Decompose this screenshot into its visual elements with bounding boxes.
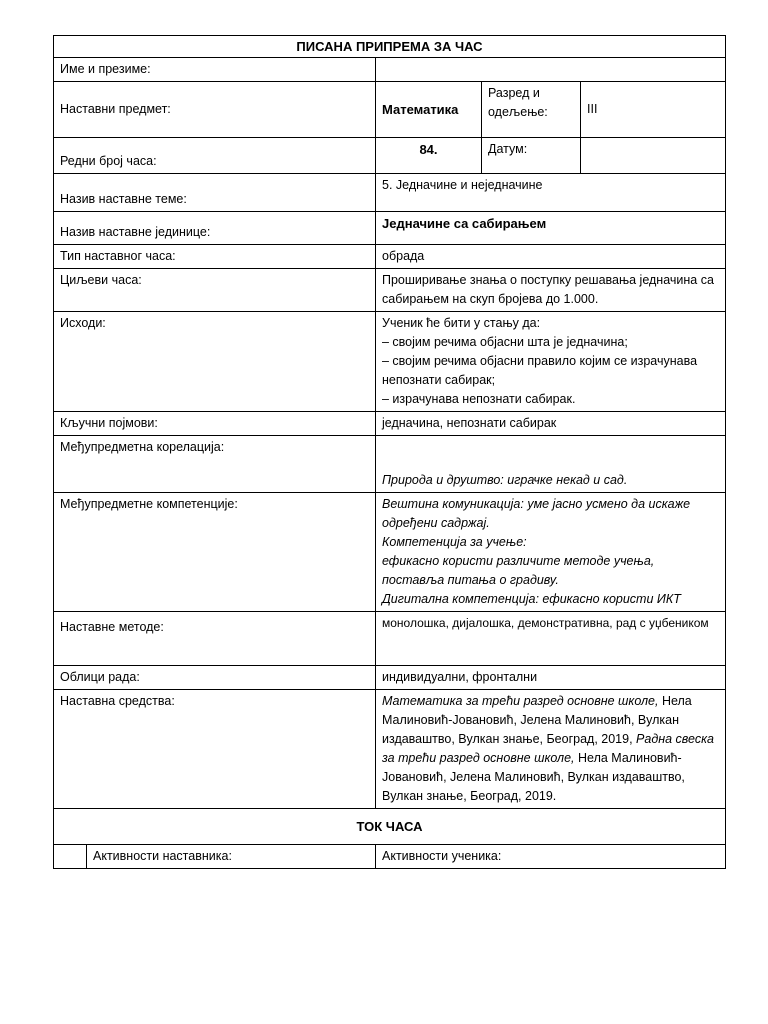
goals-value: Проширивање знања о поступку решавања једначина са сабирањем на скуп бројева до 1.000.	[376, 269, 726, 312]
outcomes-row	[54, 312, 726, 412]
type-label: Тип наставног часа:	[54, 245, 376, 269]
date-label: Датум:	[482, 138, 581, 174]
correlation-value: Природа и друштво: играчке некад и сад.	[376, 436, 726, 493]
resources-label: Наставна средства:	[54, 690, 376, 809]
teacher-activities-header: Активности наставника:	[87, 845, 376, 869]
competences-label: Међупредметне компетенције:	[54, 493, 376, 612]
name-value[interactable]	[376, 58, 726, 82]
competences-row	[54, 493, 726, 612]
topic-label: Назив наставне теме:	[54, 174, 376, 212]
key-terms-label: Кључни појмови:	[54, 412, 376, 436]
date-value[interactable]	[581, 138, 726, 174]
lesson-plan-table	[53, 35, 726, 869]
subject-row	[54, 82, 726, 138]
type-row	[54, 245, 726, 269]
competence-line: Вештина комуникација: уме јасно усмено да искаже одређени садржај.	[382, 497, 691, 530]
resources-value	[376, 690, 726, 809]
competence-line: ефикасно користи различите методе учења, поставља питања о градиву.	[382, 554, 655, 587]
grade-value: III	[581, 82, 726, 138]
topic-value: 5. Једначине и неједначине	[376, 174, 726, 212]
key-terms-value: једначина, непознати сабирак	[376, 412, 726, 436]
resource-book-details: Нела Малиновић-Јовановић, Јелена Малиновић, Вулкан издаваштво, Вулкан знање, Београд, 2019.	[382, 751, 685, 803]
lesson-number-label: Редни број часа:	[54, 138, 376, 174]
name-label: Име и презиме:	[54, 58, 376, 82]
topic-row	[54, 174, 726, 212]
goals-row	[54, 269, 726, 312]
student-activities-header: Активности ученика:	[376, 845, 726, 869]
methods-row	[54, 612, 726, 666]
outcomes-value	[376, 312, 726, 412]
lesson-number-value: 84.	[376, 138, 482, 174]
subject-label: Наставни предмет:	[54, 82, 376, 138]
key-terms-row	[54, 412, 726, 436]
outcome-line: – својим речима објасни правило којим се израчунава непознати сабирак;	[382, 354, 698, 387]
type-value: обрада	[376, 245, 726, 269]
title-row	[54, 36, 726, 58]
resource-book-title: Радна свеска за трећи разред основне школе,	[382, 732, 714, 765]
forms-label: Облици рада:	[54, 666, 376, 690]
forms-value: индивидуални, фронтални	[376, 666, 726, 690]
resource-book-details: Нела Малиновић-Јовановић, Јелена Малиновић, Вулкан издаваштво, Вулкан знање, Београд, 2019,	[382, 694, 692, 746]
competence-line: Дигитална компетенција: ефикасно користи ИКТ	[382, 592, 681, 606]
flow-title: ТОК ЧАСА	[54, 809, 726, 845]
unit-row	[54, 212, 726, 245]
correlation-row	[54, 436, 726, 493]
forms-row	[54, 666, 726, 690]
lesson-number-row	[54, 138, 726, 174]
correlation-label: Међупредметна корелација:	[54, 436, 376, 493]
outcomes-label: Исходи:	[54, 312, 376, 412]
methods-label: Наставне методе:	[54, 612, 376, 666]
resources-row	[54, 690, 726, 809]
flow-header-row	[54, 845, 726, 869]
competences-value	[376, 493, 726, 612]
methods-value: монолошка, дијалошка, демонстративна, рад с уџбеником	[376, 612, 726, 666]
outcome-line: Ученик ће бити у стању да:	[382, 316, 541, 330]
outcome-line: – својим речима објасни шта је једначина;	[382, 335, 628, 349]
flow-title-row	[54, 809, 726, 845]
unit-value: Једначине са сабирањем	[376, 212, 726, 245]
goals-label: Циљеви часа:	[54, 269, 376, 312]
unit-label: Назив наставне јединице:	[54, 212, 376, 245]
resource-book-title: Математика за трећи разред основне школе,	[382, 694, 659, 708]
flow-number-cell	[54, 845, 87, 869]
outcome-line: – израчунава непознати сабирак.	[382, 392, 576, 406]
name-row	[54, 58, 726, 82]
competence-line: Компетенција за учење:	[382, 535, 527, 549]
subject-value: Математика	[376, 82, 482, 138]
document-title: ПИСАНА ПРИПРЕМА ЗА ЧАС	[54, 36, 726, 58]
grade-label: Разред и одељење:	[482, 82, 581, 138]
